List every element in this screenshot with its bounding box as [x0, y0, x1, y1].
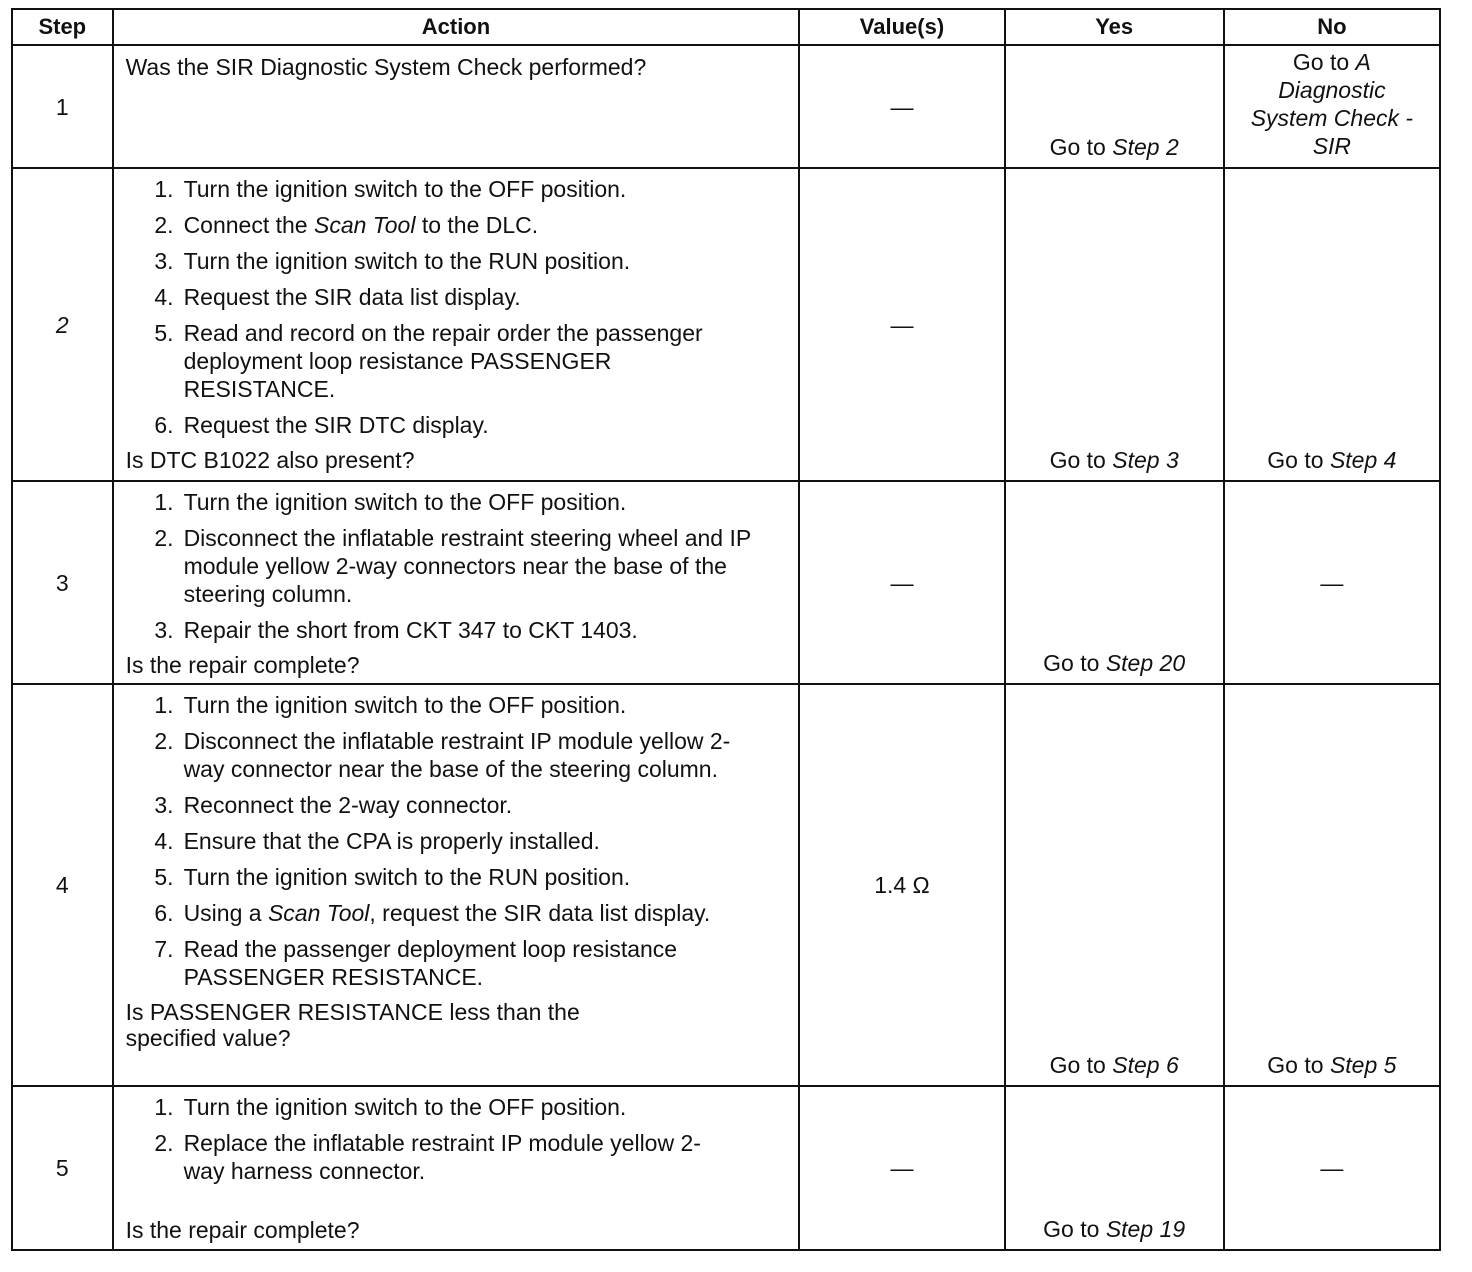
step-number: 5 [12, 1086, 113, 1250]
yes-cell [1005, 168, 1224, 481]
action-steps [126, 488, 791, 644]
yes-prefix: Go to [1043, 650, 1106, 676]
yes-prefix: Go to [1049, 447, 1113, 473]
yes-prefix: Go to [1049, 1052, 1113, 1078]
action-question: Is PASSENGER RESISTANCE less than the specified value? [125, 999, 580, 1051]
header-value: Value(s) [799, 9, 1004, 45]
list-item: 6. Request the SIR DTC display. [154, 412, 489, 438]
header-yes: Yes [1005, 9, 1224, 45]
no-prefix: Go to [1267, 1052, 1330, 1078]
list-item: 1. Turn the ignition switch to the OFF position. [154, 1094, 627, 1120]
action-cell [113, 481, 800, 684]
yes-cell [1005, 1086, 1224, 1250]
action-cell [113, 684, 800, 1086]
list-item: 4. Request the SIR data list display. [154, 284, 521, 310]
table-row [12, 481, 1440, 684]
action-question: Is DTC B1022 also present? [125, 447, 415, 473]
no-cell [1224, 45, 1440, 168]
step-number: 1 [12, 45, 113, 168]
list-item: 1. Turn the ignition switch to the OFF position. [154, 176, 627, 202]
value-cell: — [799, 45, 1004, 168]
list-item: 6. Using a Scan Tool, request the SIR data list display. [154, 900, 711, 926]
diagnostic-table [11, 8, 1441, 1251]
list-item: 4. Ensure that the CPA is properly installed. [154, 828, 600, 854]
yes-prefix: Go to [1043, 1216, 1106, 1242]
action-cell [113, 45, 800, 168]
value-cell: — [799, 1086, 1004, 1250]
yes-target[interactable]: Step 3 [1112, 447, 1179, 473]
list-item: 7. Read the passenger deployment loop resistance PASSENGER RESISTANCE. [154, 936, 678, 990]
no-cell: — [1224, 481, 1440, 684]
table-row [12, 1086, 1440, 1250]
no-cell: — [1224, 1086, 1440, 1250]
action-question: Was the SIR Diagnostic System Check performed? [125, 54, 647, 80]
list-item: 2. Replace the inflatable restraint IP module yellow 2-way harness connector. [154, 1130, 701, 1184]
action-steps [126, 175, 791, 439]
value-cell: — [799, 168, 1004, 481]
header-row [12, 9, 1440, 45]
list-item: 2. Disconnect the inflatable restraint steering wheel and IP module yellow 2-way connectors near the base of the steering column. [154, 525, 751, 607]
yes-target[interactable]: Step 19 [1105, 1216, 1186, 1242]
list-item: 1. Turn the ignition switch to the OFF position. [154, 692, 627, 718]
list-item: 3. Repair the short from CKT 347 to CKT 1403. [154, 617, 638, 643]
list-item: 2. Connect the Scan Tool to the DLC. [154, 212, 539, 238]
list-item: 1. Turn the ignition switch to the OFF position. [154, 489, 627, 515]
action-question: Is the repair complete? [125, 1217, 360, 1243]
action-question: Is the repair complete? [125, 652, 360, 678]
yes-target[interactable]: Step 2 [1112, 134, 1179, 160]
header-action: Action [113, 9, 800, 45]
step-number: 2 [12, 168, 113, 481]
no-target[interactable]: Step 4 [1329, 447, 1397, 473]
header-step: Step [12, 9, 113, 45]
action-steps [126, 691, 791, 991]
no-target[interactable]: Step 5 [1329, 1052, 1397, 1078]
list-item: 3. Turn the ignition switch to the RUN position. [154, 248, 631, 274]
action-cell [113, 168, 800, 481]
action-cell [113, 1086, 800, 1250]
list-item: 2. Disconnect the inflatable restraint IP module yellow 2-way connector near the base of the steering column. [154, 728, 731, 782]
table-row [12, 45, 1440, 168]
yes-cell [1005, 684, 1224, 1086]
step-number: 4 [12, 684, 113, 1086]
no-cell [1224, 168, 1440, 481]
table-row [12, 684, 1440, 1086]
yes-cell [1005, 45, 1224, 168]
yes-cell [1005, 481, 1224, 684]
list-item: 5. Turn the ignition switch to the RUN position. [154, 864, 631, 890]
list-item: 3. Reconnect the 2-way connector. [154, 792, 513, 818]
no-prefix: Go to [1267, 447, 1330, 473]
step-number: 3 [12, 481, 113, 684]
list-item: 5. Read and record on the repair order the passenger deployment loop resistance PASSENGER RESISTANCE. [154, 320, 703, 402]
no-cell [1224, 684, 1440, 1086]
header-no: No [1224, 9, 1440, 45]
action-steps [126, 1093, 791, 1185]
no-prefix: Go to [1292, 49, 1356, 75]
yes-prefix: Go to [1049, 134, 1113, 160]
yes-target[interactable]: Step 20 [1105, 650, 1186, 676]
table-row [12, 168, 1440, 481]
value-cell: — [799, 481, 1004, 684]
value-cell: 1.4 Ω [799, 684, 1004, 1086]
yes-target[interactable]: Step 6 [1112, 1052, 1179, 1078]
no-target[interactable]: A Diagnostic System Check - SIR [1250, 49, 1414, 159]
